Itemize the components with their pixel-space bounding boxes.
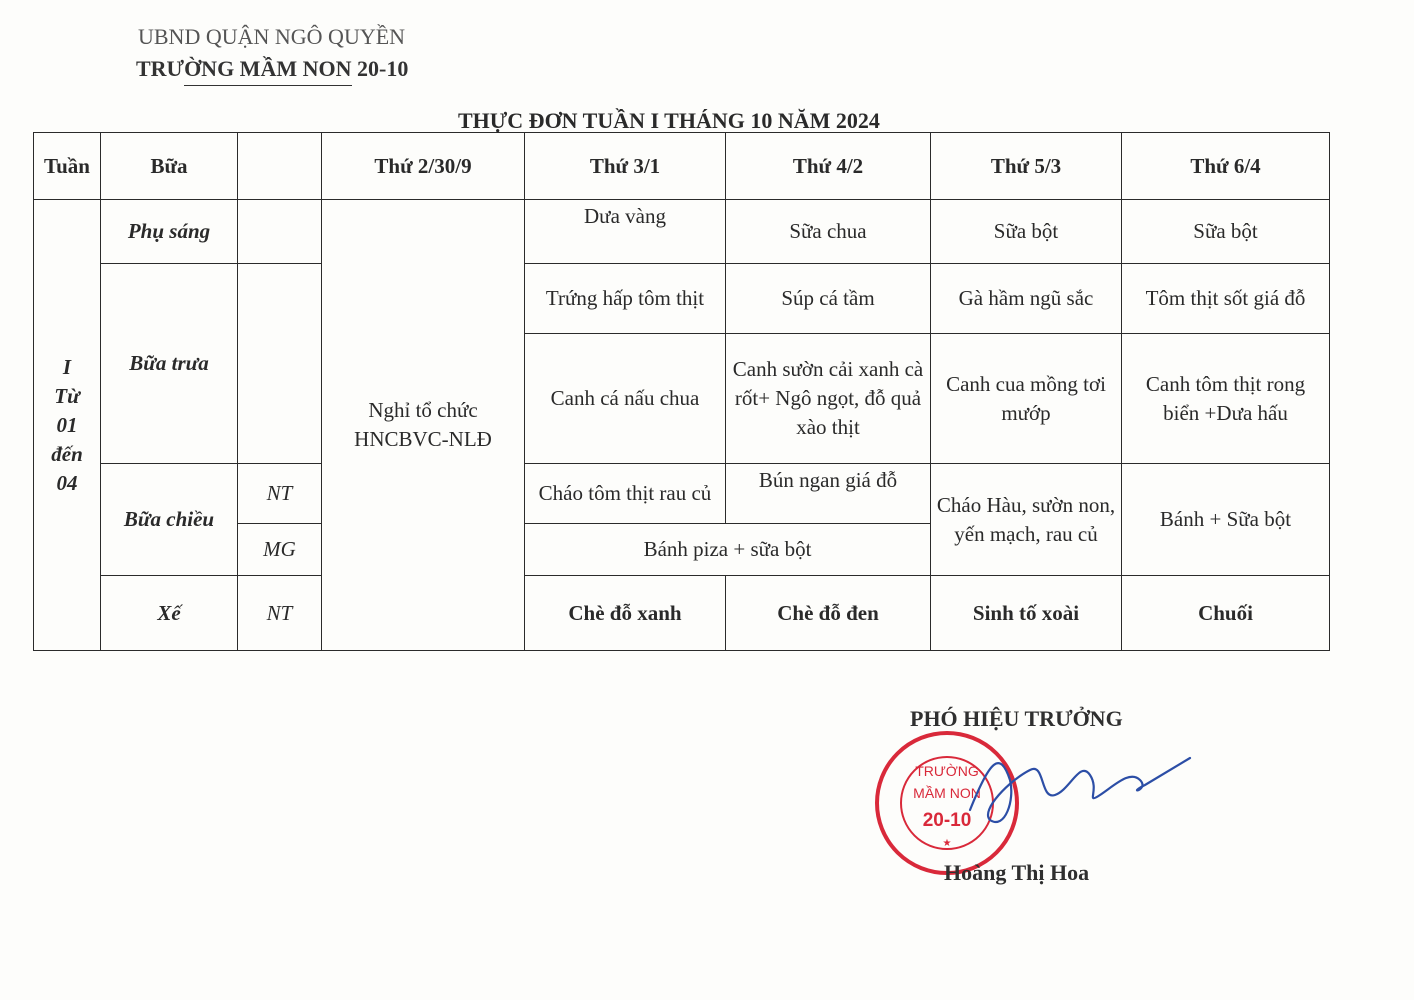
- weekly-menu-table: [33, 132, 1330, 651]
- header-group: [238, 133, 322, 200]
- signatory-title: PHÓ HIỆU TRƯỞNG: [910, 706, 1123, 731]
- group-bua-trua: [238, 264, 322, 464]
- svg-text:TRƯỜNG: TRƯỜNG: [915, 763, 979, 779]
- document-title: THỰC ĐƠN TUẦN I THÁNG 10 NĂM 2024: [458, 108, 880, 133]
- cell-trua-main-wed: Súp cá tầm: [726, 264, 931, 334]
- group-phu-sang: [238, 200, 322, 264]
- cell-chieu-nt-tue: Cháo tôm thịt rau củ: [525, 464, 726, 524]
- header-week: Tuần: [34, 133, 101, 200]
- meal-bua-trua: Bữa trưa: [101, 264, 238, 464]
- header-monday: Thứ 2/30/9: [322, 133, 525, 200]
- cell-trua-main-fri: Tôm thịt sốt giá đỗ: [1122, 264, 1330, 334]
- cell-phu-sang-wed: Sữa chua: [726, 200, 931, 264]
- svg-text:MẦM NON: MẦM NON: [913, 785, 981, 801]
- cell-chieu-mg-tue-wed: Bánh piza + sữa bột: [525, 524, 931, 576]
- header-thursday: Thứ 5/3: [931, 133, 1122, 200]
- header-tuesday: Thứ 3/1: [525, 133, 726, 200]
- cell-chieu-fri: Bánh + Sữa bột: [1122, 464, 1330, 576]
- cell-xe-fri: Chuối: [1122, 576, 1330, 651]
- week-line-1: I: [62, 354, 72, 379]
- svg-text:★: ★: [942, 838, 952, 849]
- header-friday: Thứ 6/4: [1122, 133, 1330, 200]
- cell-trua-soup-thu: Canh cua mồng tơi mướp: [931, 334, 1122, 464]
- signatory-name: Hoàng Thị Hoa: [944, 860, 1090, 885]
- row-bua-chieu-nt: [34, 464, 1330, 524]
- row-phu-sang: [34, 200, 1330, 264]
- cell-trua-main-tue: Trứng hấp tôm thịt: [525, 264, 726, 334]
- week-line-2: Từ: [54, 383, 80, 408]
- svg-text:20-10: 20-10: [922, 810, 972, 831]
- org-line-1: UBND QUẬN NGÔ QUYỀN: [138, 24, 406, 49]
- header-meal: Bữa: [101, 133, 238, 200]
- group-xe: NT: [238, 576, 322, 651]
- cell-xe-wed: Chè đỗ đen: [726, 576, 931, 651]
- monday-note-line-1: Nghỉ tổ chức: [368, 398, 478, 422]
- org-underline: [184, 85, 352, 86]
- group-chieu-mg: MG: [238, 524, 322, 576]
- row-bua-trua-main: [34, 264, 1330, 334]
- week-line-4: đến: [51, 441, 83, 466]
- cell-chieu-nt-wed: Bún ngan giá đỗ: [726, 464, 931, 524]
- cell-xe-tue: Chè đỗ xanh: [525, 576, 726, 651]
- meal-bua-chieu: Bữa chiều: [101, 464, 238, 576]
- week-line-5: 04: [56, 470, 78, 495]
- monday-note-line-2: HNCBVC-NLĐ: [354, 427, 492, 451]
- header-wednesday: Thứ 4/2: [726, 133, 931, 200]
- cell-xe-thu: Sinh tố xoài: [931, 576, 1122, 651]
- cell-phu-sang-tue: Dưa vàng: [525, 200, 726, 264]
- monday-note: [322, 200, 525, 651]
- cell-phu-sang-thu: Sữa bột: [931, 200, 1122, 264]
- cell-phu-sang-fri: Sữa bột: [1122, 200, 1330, 264]
- handwritten-signature: [960, 740, 1200, 840]
- week-cell: [34, 200, 101, 651]
- cell-trua-soup-fri: Canh tôm thịt rong biển +Dưa hấu: [1122, 334, 1330, 464]
- org-line-2: TRƯỜNG MẦM NON 20-10: [136, 56, 409, 81]
- cell-chieu-thu: Cháo Hàu, sườn non, yến mạch, rau củ: [931, 464, 1122, 576]
- group-chieu-nt: NT: [238, 464, 322, 524]
- week-line-3: 01: [56, 412, 78, 437]
- meal-phu-sang: Phụ sáng: [101, 200, 238, 264]
- meal-xe: Xế: [101, 576, 238, 651]
- cell-trua-soup-tue: Canh cá nấu chua: [525, 334, 726, 464]
- header-row: [34, 133, 1330, 200]
- cell-trua-main-thu: Gà hầm ngũ sắc: [931, 264, 1122, 334]
- cell-trua-soup-wed: Canh sườn cải xanh cà rốt+ Ngô ngọt, đỗ quả xào thịt: [726, 334, 931, 464]
- row-xe: [34, 576, 1330, 651]
